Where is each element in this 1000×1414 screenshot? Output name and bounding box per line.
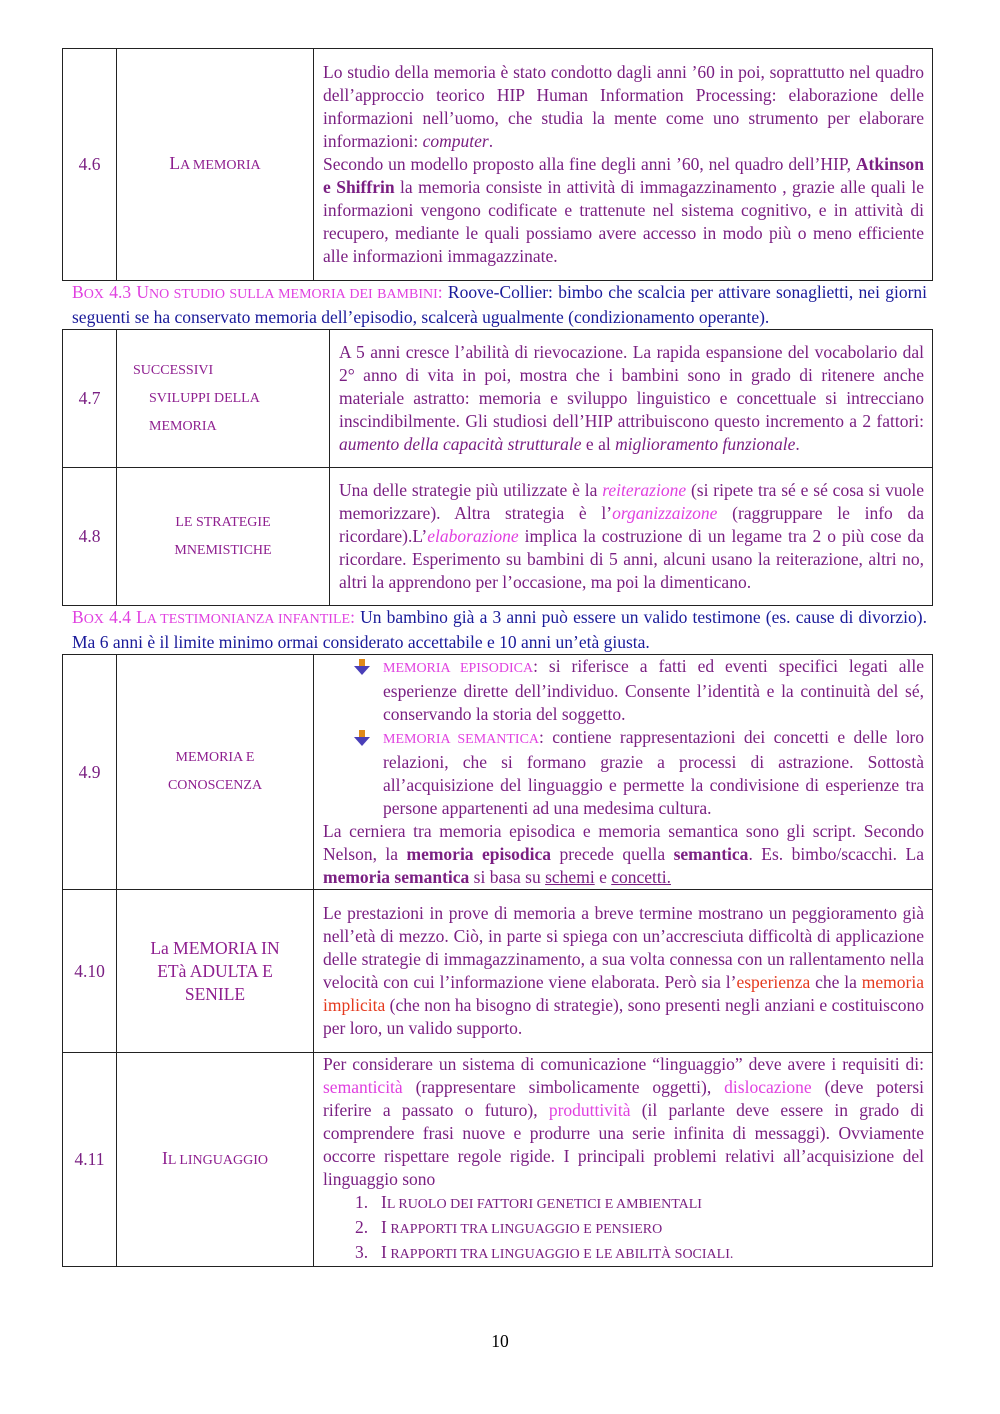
list-item: MEMORIA EPISODICA: si riferisce a fatti ed eventi specifici legati alle esperienze dirette dell’individuo. Consente l’identità e la continuità del sé, conservando la storia del soggetto. <box>323 655 924 726</box>
section-number: 4.7 <box>63 330 117 468</box>
list-item: 2. I RAPPORTI TRA LINGUAGGIO E PENSIERO <box>355 1217 663 1237</box>
section-title: MEMORIA E CONOSCENZA <box>117 655 314 890</box>
table-part-2 <box>62 329 933 606</box>
box-text: Un bambino già a 3 anni può essere un valido testimone (es. cause di divorzio). Ma 6 anni è il limite minimo ormai considerato accettabile e 10 anni un’età giusta. <box>72 607 927 652</box>
list-item: 1. IL RUOLO DEI FATTORI GENETICI E AMBIENTALI <box>355 1192 702 1212</box>
table-row <box>63 468 933 606</box>
page-number: 10 <box>491 1331 509 1351</box>
table-row <box>63 890 933 1053</box>
section-body: Le prestazioni in prove di memoria a breve termine mostrano un peggioramento già nell’età di mezzo. Ciò, in parte si spiega con un’accresciuta difficoltà di applicazione delle strategie di immagazzinamento, a sua volta connessa con un rallentamento nella velocità con cui l’informazione viene elaborata. Però sia l’esperienza che la memoria implicita (che non ha bisogno di strategie), sono presenti negli anziani e costituiscono per loro, un valido supporto. <box>314 890 933 1053</box>
box-label: BOX 4.3 UNO STUDIO SULLA MEMORIA DEI BAMBINI: <box>72 282 443 302</box>
paragraph: Secondo un modello proposto alla fine degli anni ’60, nel quadro dell’HIP, Atkinson e Shiffrin la memoria consiste in attività di immagazzinamento , grazie alle quali le informazioni vengono codificate e trattenute nel sistema cognitivo, e in attività di recupero, mediante le quali possiamo avere accesso in modo più o meno efficiente alle informazioni immagazzinate. <box>323 154 924 266</box>
section-number: 4.8 <box>63 468 117 606</box>
language-problems-list <box>323 1191 924 1266</box>
box-label: BOX 4.4 LA TESTIMONIANZA INFANTILE: <box>72 607 355 627</box>
arrow-down-icon <box>353 729 371 747</box>
table-part-3 <box>62 654 933 1267</box>
box-4-4 <box>62 606 933 654</box>
document-page <box>62 48 933 1267</box>
arrow-down-icon <box>353 658 371 676</box>
section-body <box>314 655 933 890</box>
paragraph: Lo studio della memoria è stato condotto dagli anni ’60 in poi, soprattutto nel quadro dell’approccio teorico HIP Human Information Processing: elaborazione delle informazioni nell’uomo, che studia la mente come uno strumento per elaborare informazioni: computer. <box>323 62 924 151</box>
table-row <box>63 655 933 890</box>
section-number: 4.10 <box>63 890 117 1053</box>
list-item: 3. I RAPPORTI TRA LINGUAGGIO E LE ABILITÀ SOCIALI. <box>355 1242 734 1262</box>
paragraph: Per considerare un sistema di comunicazione “linguaggio” deve avere i requisiti di: semanticità (rappresentare simbolicamente oggetti), dislocazione (deve potersi riferire a passato o futuro), produttività (il parlante deve essere in grado di comprendere frasi nuove e produrre una serie infinita di messaggi). Ovviamente occorre rispettare regole rigide. I principali problemi relativi all’acquisizione del linguaggio sono <box>323 1054 924 1189</box>
section-title: La MEMORIA IN ETà ADULTA E SENILE <box>117 890 314 1053</box>
section-number: 4.9 <box>63 655 117 890</box>
box-text: Roove-Collier: bimbo che scalcia per attivare sonaglietti, nei giorni seguenti se ha conservato memoria dell’episodio, scalcerà ugualmente (condizionamento operante). <box>72 282 928 327</box>
section-body: Una delle strategie più utilizzate è la reiterazione (si ripete tra sé e sé cosa si vuole memorizzare). Altra strategia è l’organizzaizone (raggruppare le info da ricordare).L’elaborazione implica la costruzione di un legame tra 2 o più cose da ricordare. Esperimento su bambini di 5 anni, alcuni usano la reiterazione, altri no, altri la apprendono per l’occasione, ma poi la dimenticano. <box>330 468 933 606</box>
section-title: IL LINGUAGGIO <box>117 1053 314 1267</box>
list-item: MEMORIA SEMANTICA: contiene rappresentazioni dei concetti e delle loro relazioni, che si formano grazie a processi di astrazione. Sottostà all’acquisizione del linguaggio e permette la condivisione di esperienze tra persone appartenenti ad una medesima cultura. <box>323 726 924 820</box>
table-row <box>63 1053 933 1267</box>
table-row <box>63 49 933 281</box>
section-number: 4.6 <box>63 49 117 281</box>
section-title: LA MEMORIA <box>117 49 314 281</box>
section-body <box>314 49 933 281</box>
table-part-1 <box>62 48 933 281</box>
memory-types-list <box>323 655 924 820</box>
section-title: LE STRATEGIE MNEMISTICHE <box>117 468 330 606</box>
section-title: SUCCESSIVI SVILUPPI DELLA MEMORIA <box>117 330 330 468</box>
section-body: A 5 anni cresce l’abilità di rievocazione. La rapida espansione del vocabolario dal 2° anno di vita in poi, mostra che i bambini sono in grado di ritenere anche materiale astratto: memoria e sviluppo linguistico e concettuale si intrecciano inscindibilmente. Gli studiosi dell’HIP attribuiscono questo incremento a 2 fattori: aumento della capacità strutturale e al miglioramento funzionale. <box>330 330 933 468</box>
table-row <box>63 330 933 468</box>
paragraph: La cerniera tra memoria episodica e memoria semantica sono gli script. Secondo Nelson, la memoria episodica precede quella semantica. Es. bimbo/scacchi. La memoria semantica si basa su schemi e concetti. <box>323 821 924 887</box>
section-body <box>314 1053 933 1267</box>
section-number: 4.11 <box>63 1053 117 1267</box>
box-4-3 <box>62 281 933 329</box>
